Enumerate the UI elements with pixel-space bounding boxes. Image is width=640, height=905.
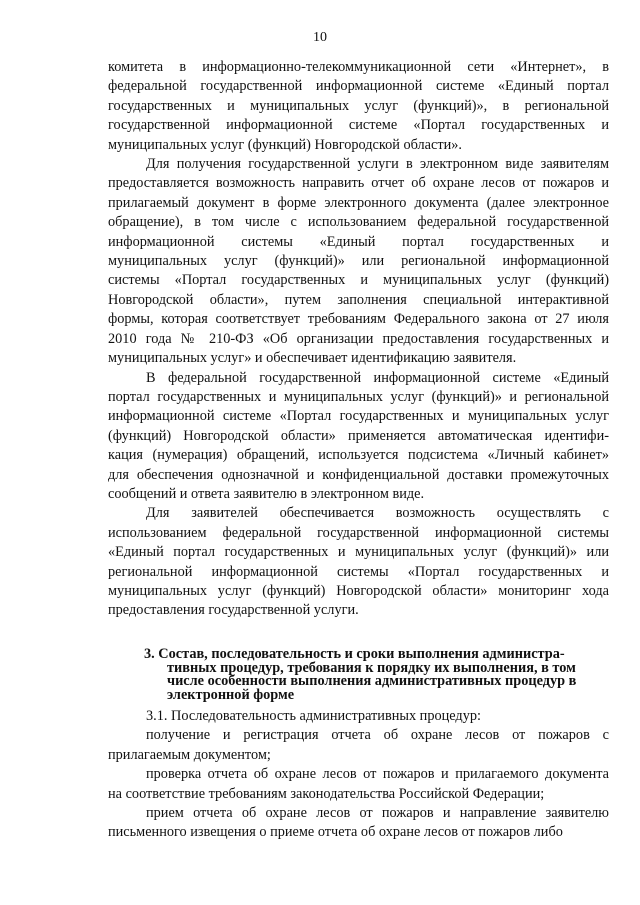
paragraph-line: формы, которая соответствует требованиям Федерального закона от 27 июля [108, 311, 609, 328]
paragraph-line: Для получения государственной услуги в электронном виде заявителям [146, 156, 609, 173]
paragraph-line: для обеспечения однозначной и конфиденциальной доставки промежуточных [108, 466, 609, 483]
paragraph [108, 707, 609, 726]
paragraph-line: использованием федеральной государственной информационной системы [108, 524, 609, 541]
paragraph-line: предоставляется возможность направить отчет об охране лесов от пожаров и [108, 175, 609, 192]
paragraph-line: системы «Портал государственных и муниципальных услуг (функций) [108, 272, 609, 289]
paragraph [108, 58, 609, 155]
paragraph [108, 504, 609, 620]
document-body [108, 58, 609, 843]
section-heading-line: электронной форме [167, 687, 295, 704]
paragraph-line: кация (нумерация) обращений, используется подсистема «Личный кабинет» [108, 447, 609, 464]
paragraph-line: муниципальных услуг (функций) Новгородской области». [108, 136, 462, 153]
paragraph-line: получение и регистрация отчета об охране лесов от пожаров с [146, 727, 609, 744]
paragraph-line: прилагаемым документом; [108, 746, 271, 763]
paragraph-line: «Единый портал государственных и муниципальных услуг (функций)» или [108, 544, 609, 561]
paragraph-line: информационной системе «Портал государственных и муниципальных услуг [108, 408, 609, 425]
paragraph-line: муниципальных услуг» и обеспечивает идентификацию заявителя. [108, 350, 517, 367]
paragraph-line: государственной информационной системе «Портал государственных и [108, 117, 609, 134]
paragraph-line: письменного извещения о приеме отчета об охране лесов от пожаров либо [108, 824, 563, 841]
paragraph-line: обращение), в том числе с использованием федеральной государственной [108, 214, 609, 231]
section-heading [144, 645, 609, 704]
paragraph-line: Новгородской области», путем заполнения специальной интерактивной [108, 291, 609, 308]
paragraph-line: предоставления государственной услуги. [108, 602, 359, 619]
paragraph-line: проверка отчета об охране лесов от пожаров и прилагаемого документа [146, 766, 609, 783]
paragraph [108, 155, 609, 368]
paragraph-line: портал государственных и муниципальных услуг (функций)» и региональной [108, 388, 609, 405]
paragraph-line: сообщений и ответа заявителю в электронном виде. [108, 485, 425, 502]
paragraph [108, 726, 609, 765]
paragraph-line: региональной информационной системы «Портал государственных и [108, 563, 609, 580]
paragraph-line: Для заявителей обеспечивается возможность осуществлять с [146, 505, 609, 522]
body-paragraphs [108, 58, 609, 621]
paragraph-line: на соответствие требованиям законодательства Российской Федерации; [108, 785, 545, 802]
paragraph [108, 765, 609, 804]
paragraph-line: муниципальных услуг (функций) Новгородской области» мониторинг хода [108, 582, 609, 599]
paragraph [108, 369, 609, 505]
paragraph [108, 804, 609, 843]
paragraph-line: прием отчета об охране лесов от пожаров и направление заявителю [146, 805, 609, 821]
paragraph-line: 3.1. Последовательность административных процедур: [146, 707, 481, 724]
paragraph-line: государственных и муниципальных услуг (функций)», в региональной [108, 97, 609, 114]
paragraph-line: прилагаемый документ в форме электронного документа (далее электронное [108, 194, 609, 211]
page-number: 10 [313, 30, 327, 45]
section-heading-line: тивных процедур, требования к порядку их выполнения, в том [167, 659, 576, 676]
section-heading-line: 3. Состав, последовательность и сроки выполнения администра- [144, 645, 565, 662]
paragraph-line: муниципальных услуг (функций)» или региональной информационной [108, 253, 609, 270]
paragraph-line: В федеральной государственной информационной системе «Единый [146, 369, 609, 386]
section-paragraphs [108, 707, 609, 843]
paragraph-line: 2010 года № 210-ФЗ «Об организации предоставления государственных и [108, 330, 609, 347]
paragraph-line: федеральной государственной информационной системе «Единый портал [108, 78, 609, 95]
section-heading-line: числе особенности выполнения административных процедур в [167, 673, 577, 690]
paragraph-line: информационной системы «Единый портал государственных и [108, 233, 609, 250]
paragraph-line: комитета в информационно-телекоммуникационной сети «Интернет», в [108, 59, 609, 75]
paragraph-line: (функций) Новгородской области» применяется автоматическая идентифи- [108, 427, 609, 444]
